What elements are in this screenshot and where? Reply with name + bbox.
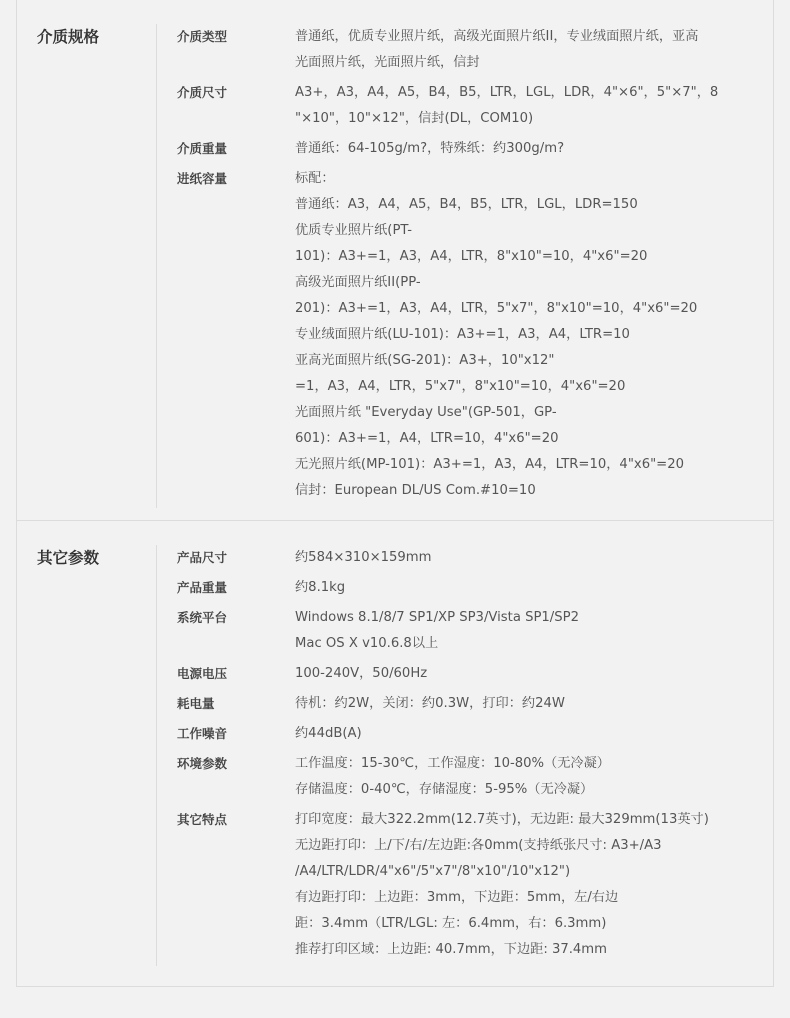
spec-value — [295, 751, 773, 803]
spec-value-line: =1，A3，A4，LTR，5"x7"，8"x10"=10，4"x6"=20 — [295, 379, 626, 394]
spec-row-media-type — [157, 24, 773, 76]
spec-label: 介质类型 — [177, 29, 228, 44]
spec-value-line: 100-240V，50/60Hz — [295, 666, 428, 681]
spec-label: 耗电量 — [177, 696, 215, 711]
spec-label: 系统平台 — [177, 610, 228, 625]
spec-value — [295, 605, 773, 657]
spec-value-line: "×10"，10"×12"，信封(DL，COM10) — [295, 111, 534, 126]
spec-value-line: Mac OS X v10.6.8以上 — [295, 636, 439, 651]
spec-value — [295, 136, 773, 162]
spec-value — [295, 721, 773, 747]
spec-row-power-consumption — [157, 691, 773, 717]
spec-row-os-platform — [157, 605, 773, 657]
spec-value-line: 推荐打印区域：上边距: 40.7mm，下边距: 37.4mm — [295, 942, 608, 957]
spec-table — [16, 0, 774, 987]
spec-value-line: /A4/LTR/LDR/4"x6"/5"x7"/8"x10"/10"x12") — [295, 864, 571, 879]
spec-label: 介质重量 — [177, 141, 228, 156]
media-spec-section — [17, 0, 773, 520]
section-title: 介质规格 — [37, 28, 100, 46]
spec-value-line: 光面照片纸 "Everyday Use"(GP-501，GP- — [295, 405, 557, 420]
spec-value — [295, 661, 773, 687]
spec-row-noise — [157, 721, 773, 747]
spec-value — [295, 691, 773, 717]
spec-row-product-size — [157, 545, 773, 571]
spec-value-line: 标配： — [295, 171, 335, 186]
spec-value-line: 普通纸，优质专业照片纸，高级光面照片纸II，专业绒面照片纸，亚高 — [295, 29, 699, 44]
spec-row-other-features — [157, 807, 773, 963]
spec-value-line: 工作温度：15-30℃，工作湿度：10-80%（无冷凝） — [295, 756, 610, 771]
spec-value-line: 专业绒面照片纸(LU-101)：A3+=1，A3，A4，LTR=10 — [295, 327, 630, 342]
spec-value-line: 打印宽度：最大322.2mm(12.7英寸)，无边距: 最大329mm(13英寸) — [295, 812, 709, 827]
other-params-section — [17, 520, 773, 986]
section-body — [157, 545, 773, 966]
spec-value-line: 201)：A3+=1，A3，A4，LTR，5"x7"，8"x10"=10，4"x6"=20 — [295, 301, 698, 316]
section-body — [157, 24, 773, 508]
spec-value-line: 信封：European DL/US Com.#10=10 — [295, 483, 536, 498]
spec-label: 介质尺寸 — [177, 85, 228, 100]
spec-value — [295, 166, 773, 504]
spec-value — [295, 807, 773, 963]
spec-label: 进纸容量 — [177, 171, 228, 186]
section-header — [17, 545, 157, 966]
spec-value-line: 有边距打印：上边距：3mm，下边距：5mm，左/右边 — [295, 890, 619, 905]
section-header — [17, 24, 157, 508]
spec-value-line: 存储温度：0-40℃，存储湿度：5-95%（无冷凝） — [295, 782, 594, 797]
spec-label: 产品重量 — [177, 580, 228, 595]
spec-value-line: 601)：A3+=1，A4，LTR=10，4"x6"=20 — [295, 431, 559, 446]
spec-row-media-size — [157, 80, 773, 132]
spec-value-line: 无边距打印：上/下/右/左边距:各0mm(支持纸张尺寸: A3+/A3 — [295, 838, 662, 853]
spec-value — [295, 24, 773, 76]
spec-row-product-weight — [157, 575, 773, 601]
spec-value — [295, 545, 773, 571]
spec-label: 其它特点 — [177, 812, 228, 827]
spec-value — [295, 575, 773, 601]
spec-value-line: 光面照片纸，光面照片纸，信封 — [295, 55, 480, 70]
spec-label: 环境参数 — [177, 756, 228, 771]
section-title: 其它参数 — [37, 549, 100, 567]
spec-value-line: 101)：A3+=1，A3，A4，LTR，8"x10"=10，4"x6"=20 — [295, 249, 648, 264]
spec-value-line: 距：3.4mm（LTR/LGL: 左：6.4mm，右：6.3mm) — [295, 916, 607, 931]
spec-value — [295, 80, 773, 132]
spec-value-line: A3+，A3，A4，A5，B4，B5，LTR，LGL，LDR，4"×6"，5"×7"，8 — [295, 85, 719, 100]
spec-row-environment — [157, 751, 773, 803]
spec-value-line: 优质专业照片纸(PT- — [295, 223, 413, 238]
spec-value-line: 约44dB(A) — [295, 726, 362, 741]
spec-label: 电源电压 — [177, 666, 228, 681]
spec-value-line: 亚高光面照片纸(SG-201)：A3+，10"x12" — [295, 353, 555, 368]
spec-value-line: 高级光面照片纸II(PP- — [295, 275, 421, 290]
spec-value-line: 待机：约2W，关闭：约0.3W，打印：约24W — [295, 696, 565, 711]
spec-value-line: 约584×310×159mm — [295, 550, 432, 565]
spec-row-power-voltage — [157, 661, 773, 687]
spec-value-line: 普通纸：A3，A4，A5，B4，B5，LTR，LGL，LDR=150 — [295, 197, 638, 212]
spec-value-line: Windows 8.1/8/7 SP1/XP SP3/Vista SP1/SP2 — [295, 610, 579, 625]
spec-value-line: 无光照片纸(MP-101)：A3+=1，A3，A4，LTR=10，4"x6"=20 — [295, 457, 684, 472]
spec-value-line: 约8.1kg — [295, 580, 346, 595]
spec-row-media-weight — [157, 136, 773, 162]
spec-row-paper-capacity — [157, 166, 773, 504]
spec-label: 工作噪音 — [177, 726, 228, 741]
spec-label: 产品尺寸 — [177, 550, 228, 565]
spec-value-line: 普通纸：64-105g/m?，特殊纸：约300g/m? — [295, 141, 565, 156]
